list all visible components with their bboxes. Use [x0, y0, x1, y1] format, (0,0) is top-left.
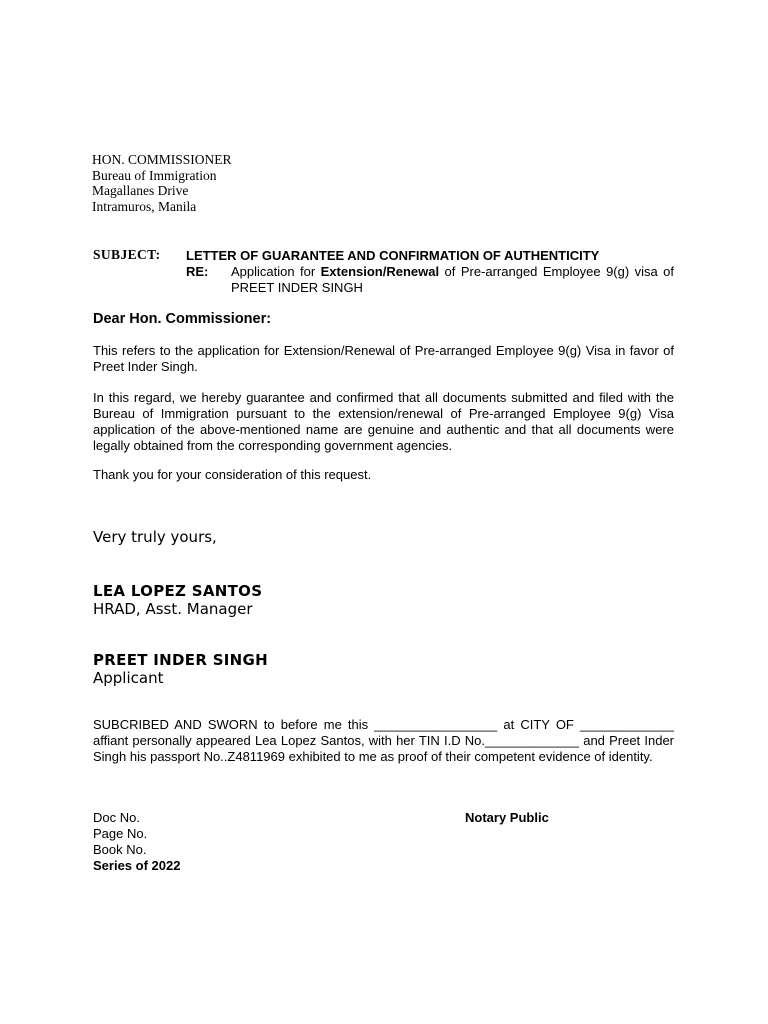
- jurat-part-2: at CITY OF: [497, 717, 580, 732]
- signatory-1-name: LEA LOPEZ SANTOS: [93, 582, 263, 600]
- re-text-part1: Application for: [231, 264, 321, 279]
- jurat-part-3: affiant personally appeared Lea Lopez Santos, with her TIN I.D No.: [93, 733, 486, 748]
- subject-label: SUBJECT:: [93, 247, 161, 262]
- notary-public-label: Notary Public: [465, 810, 549, 825]
- tin-blank: _____________: [485, 733, 580, 748]
- re-extension: Extension: [320, 264, 383, 279]
- signatory-1-title: HRAD, Asst. Manager: [93, 600, 253, 618]
- jurat-paragraph: [93, 717, 674, 765]
- page-number-label: Page No.: [93, 826, 148, 841]
- recipient-street: Magallanes Drive: [92, 183, 189, 198]
- recipient-address: [92, 152, 232, 214]
- series-label: Series of 2022: [93, 858, 181, 873]
- body-paragraph-1: This refers to the application for Extension/Renewal of Pre-arranged Employee 9(g) Visa in favor of Preet Inder Singh.: [93, 343, 674, 374]
- doc-number-label: Doc No.: [93, 810, 140, 825]
- recipient-office: Bureau of Immigration: [92, 167, 217, 183]
- signatory-2-name: PREET INDER SINGH: [93, 651, 268, 669]
- recipient-title: HON. COMMISSIONER: [92, 152, 232, 167]
- re-slash: /: [382, 264, 387, 279]
- salutation: Dear Hon. Commissioner:: [93, 311, 272, 327]
- book-number-label: Book No.: [93, 842, 147, 857]
- re-label: RE:: [186, 264, 209, 279]
- re-renewal: Renewal: [386, 264, 440, 279]
- notary-reference-block: [93, 810, 180, 874]
- closing-line: Very truly yours,: [93, 528, 217, 546]
- re-text-part2: of Pre-arranged Employee 9(g) visa of PREET INDER SINGH: [231, 264, 674, 295]
- jurat-part-1: SUBCRIBED AND SWORN to before me this: [93, 717, 375, 732]
- subject-text: LETTER OF GUARANTEE AND CONFIRMATION OF AUTHENTICITY: [186, 248, 600, 263]
- re-text: [231, 264, 674, 296]
- jurat-part-4: and Preet Inder Singh his passport No..Z4811969 exhibited to me as proof of their competent evidence of identity.: [93, 733, 675, 764]
- recipient-city: Intramuros, Manila: [92, 198, 197, 214]
- date-blank: _________________: [374, 717, 498, 732]
- signatory-2-title: Applicant: [93, 669, 164, 687]
- body-paragraph-2: In this regard, we hereby guarantee and confirmed that all documents submitted and filed with the Bureau of Immigration pursuant to the extension/renewal of Pre-arranged Employee 9(g) Visa application of the above-mentioned name are genuine and authentic and that all documents were legally obtained from the corresponding government agencies.: [93, 390, 674, 453]
- city-blank: _____________: [580, 717, 674, 732]
- body-paragraph-3: Thank you for your consideration of this request.: [93, 467, 372, 482]
